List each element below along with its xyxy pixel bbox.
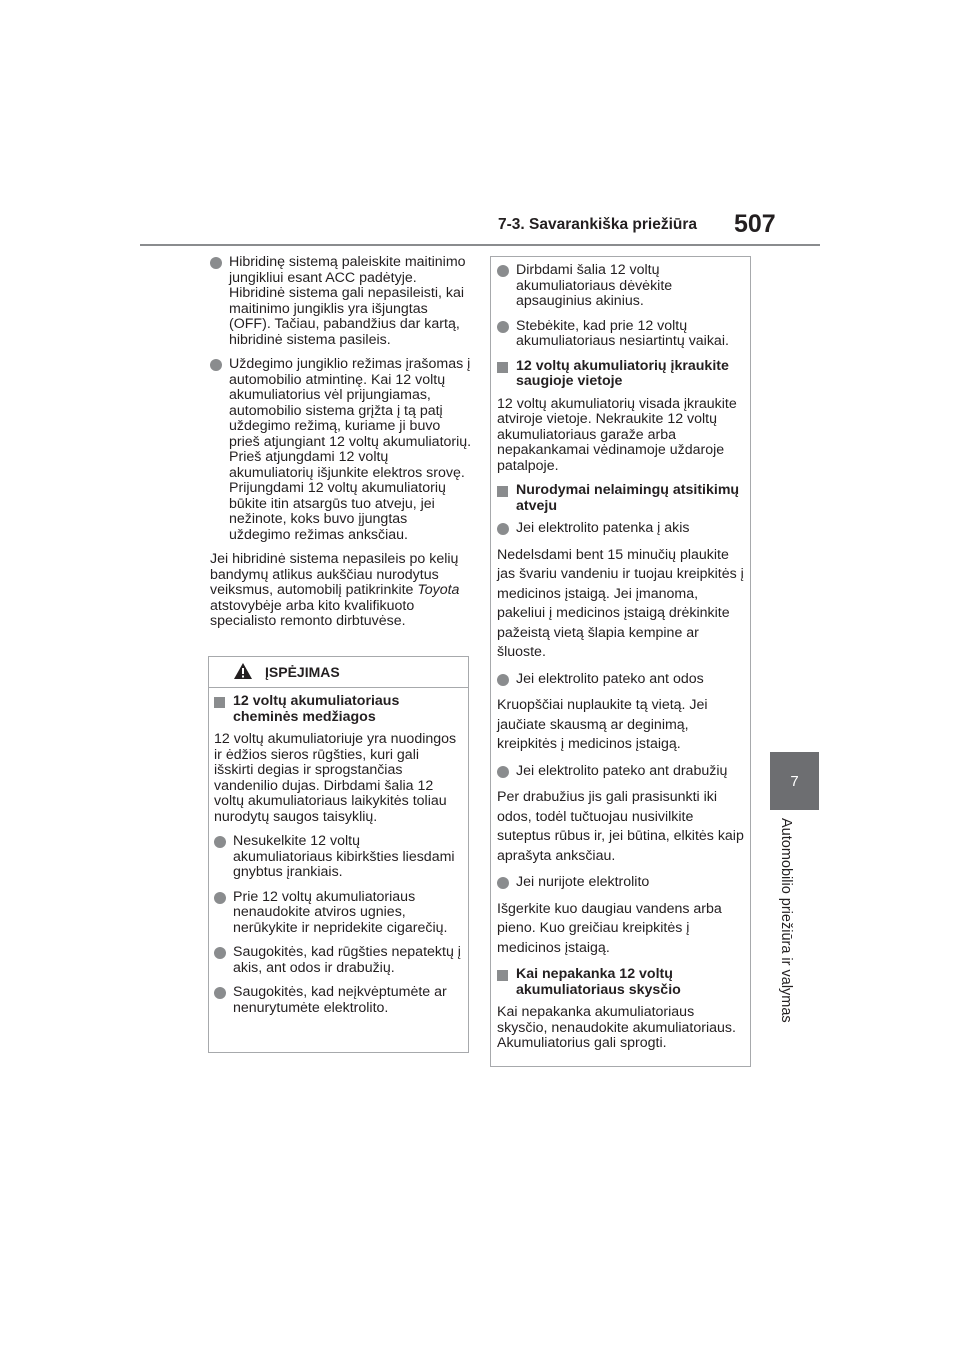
warning-paragraph: 12 voltų akumuliatoriuje yra nuodingos ir ėdžios sieros rūgšties, kuri gali išskirti degias ir sprogstančias vandenilio dujas. Dirbdami šalia 12 voltų akumuliatoriaus laikykitės toliau nurodytų saugos taisyklių. xyxy=(214,731,457,825)
list-item-text: Stebėkite, kad prie 12 voltų akumuliatoriaus nesiartintų vaikai. xyxy=(516,317,729,349)
bullet-dot-icon xyxy=(214,892,226,904)
heading-text: 12 voltų akumuliatoriaus cheminės medžiagos xyxy=(233,693,400,725)
warning-box xyxy=(208,656,469,1053)
list-item-text: Nesukelkite 12 voltų akumuliatoriaus kibirkšties liesdami gnybtus įrankiais. xyxy=(233,833,455,880)
list-item xyxy=(497,521,744,537)
list-item-text: Uždegimo jungiklio režimas įrašomas į automobilio atmintinę. Kai 12 voltų akumuliatorius vėl prijungiamas, automobilio sistema grįžta į tą patį uždegimo režimą, kuriame ji buvo prieš atjungiant 12 voltų akumuliatorių. Prieš atjungdami 12 voltų akumuliatorių išjunkite elektros srovę. Prijungdami 12 voltų akumuliatorių būkite itin atsargūs tuo atveju, jei nežinote, koks buvo įjungtas uždegimo režimas anksčiau. xyxy=(229,356,472,543)
list-item-text: Jei elektrolito patenka į akis xyxy=(516,520,690,536)
paragraph-text-end: atstovybėje arba kito kvalifikuoto specialisto remonto dirbtuvėse. xyxy=(210,597,415,629)
bullet-dot-icon xyxy=(497,877,509,889)
bullet-dot-icon xyxy=(214,836,226,848)
bullet-dot-icon xyxy=(214,987,226,999)
list-item-text: Jei nurijote elektrolito xyxy=(516,874,650,890)
warning-header xyxy=(209,657,468,688)
list-item-text: Dirbdami šalia 12 voltų akumuliatoriaus dėvėkite apsauginius akinius. xyxy=(516,262,673,309)
list-item xyxy=(497,319,744,350)
section-title: 7-3. Savarankiška priežiūra xyxy=(498,216,698,233)
list-item xyxy=(214,834,462,881)
list-item xyxy=(497,672,744,688)
warning-body xyxy=(209,688,468,1016)
bullet-dot-icon xyxy=(497,321,509,333)
bullet-dot-icon xyxy=(214,947,226,959)
paragraph-text: Jei hibridinė sistema nepasileis po kelių bandymų atlikus aukščiau nurodytus veiksmus, automobilį patikrinkite xyxy=(210,551,459,598)
list-item xyxy=(497,263,744,310)
list-item xyxy=(497,764,744,780)
low-fluid-heading xyxy=(497,967,744,998)
warning-heading xyxy=(214,694,462,725)
warning-title: ĮSPĖJIMAS xyxy=(265,664,340,680)
accident-instruction: Nedelsdami bent 15 minučių plaukite jas švariu vandeniu ir tuojau kreipkitės į medicinos įstaigą. Jei įmanoma, pakeliui į medicinos įstaigą drėkinkite pažeistą vietą šlapia kempine ar šluoste. xyxy=(497,546,744,660)
square-bullet-icon xyxy=(497,970,508,981)
accident-instruction: Išgerkite kuo daugiau vandens arba pieno. Kuo greičiau kreipkitės į medicinos įstaigą. xyxy=(497,900,722,956)
square-bullet-icon xyxy=(497,362,508,373)
header-divider xyxy=(140,244,820,246)
list-item xyxy=(210,357,472,543)
list-item xyxy=(214,890,462,937)
accident-instruction: Kruopščiai nuplaukite tą vietą. Jei jaučiate skausmą ar deginimą, kreipkitės į medicinos įstaigą. xyxy=(497,697,708,752)
heading-text: Nurodymai nelaimingų atsitikimų atveju xyxy=(516,482,740,514)
charge-paragraph: 12 voltų akumuliatorių visada įkraukite atviroje vietoje. Nekraukite 12 voltų akumuliatoriaus garaže arba nepakankamai vėdinamoje uždaroje patalpoje. xyxy=(497,395,737,474)
square-bullet-icon xyxy=(497,486,508,497)
accident-heading xyxy=(497,483,744,514)
heading-text: Kai nepakanka 12 voltų akumuliatoriaus skysčio xyxy=(516,966,681,998)
list-item xyxy=(214,945,462,976)
page-number: 507 xyxy=(734,210,776,238)
list-item-text: Hibridinę sistemą paleiskite maitinimo jungikliui esant ACC padėtyje. Hibridinė sistema gali nepasileisti, kai maitinimo jungiklis yra išjungtas (OFF). Tačiau, pabandžius dar kartą, hibridinė sistema pasileis. xyxy=(229,254,466,348)
list-item xyxy=(497,875,744,891)
bullet-dot-icon xyxy=(497,674,509,686)
left-column xyxy=(210,255,472,639)
list-item-text: Jei elektrolito pateko ant odos xyxy=(516,670,704,687)
bullet-dot-icon xyxy=(210,257,222,269)
accident-instruction: Per drabužius jis gali prasisunkti iki odos, todėl tučtuojau nusivilkite suteptus rūbus ir, jei būtina, elkitės kaip aprašyta anksčiau. xyxy=(497,789,744,864)
list-item xyxy=(210,255,472,348)
bullet-dot-icon xyxy=(497,766,509,778)
low-fluid-paragraph: Kai nepakanka akumuliatoriaus skysčio, nenaudokite akumuliatoriaus. Akumuliatorius gali sprogti. xyxy=(497,1004,736,1051)
charge-heading xyxy=(497,359,744,390)
list-item-text: Jei elektrolito pateko ant drabužių xyxy=(516,762,728,779)
list-item-text: Prie 12 voltų akumuliatoriaus nenaudokite atviros ugnies, nerūkykite ir nepridekite cigarečių. xyxy=(233,888,448,936)
list-item-text: Saugokitės, kad rūgšties nepatektų į akis, ant odos ir drabužių. xyxy=(233,944,461,976)
bullet-dot-icon xyxy=(497,265,509,277)
bullet-dot-icon xyxy=(210,359,222,371)
chapter-number-tab: 7 xyxy=(770,752,819,810)
list-item-text: Saugokitės, kad neįkvėptumėte ar nenurytumėte elektrolito. xyxy=(233,984,447,1016)
warning-continuation-box xyxy=(490,256,751,1067)
restart-paragraph xyxy=(210,552,472,630)
square-bullet-icon xyxy=(214,697,225,708)
chapter-title: Automobilio priežiūra ir valymas xyxy=(778,818,794,1023)
bullet-dot-icon xyxy=(497,523,509,535)
heading-text: 12 voltų akumuliatorių įkraukite saugioje vietoje xyxy=(516,357,729,389)
brand-name: Toyota xyxy=(417,582,460,598)
warning-triangle-icon xyxy=(233,662,253,680)
list-item xyxy=(214,985,462,1016)
